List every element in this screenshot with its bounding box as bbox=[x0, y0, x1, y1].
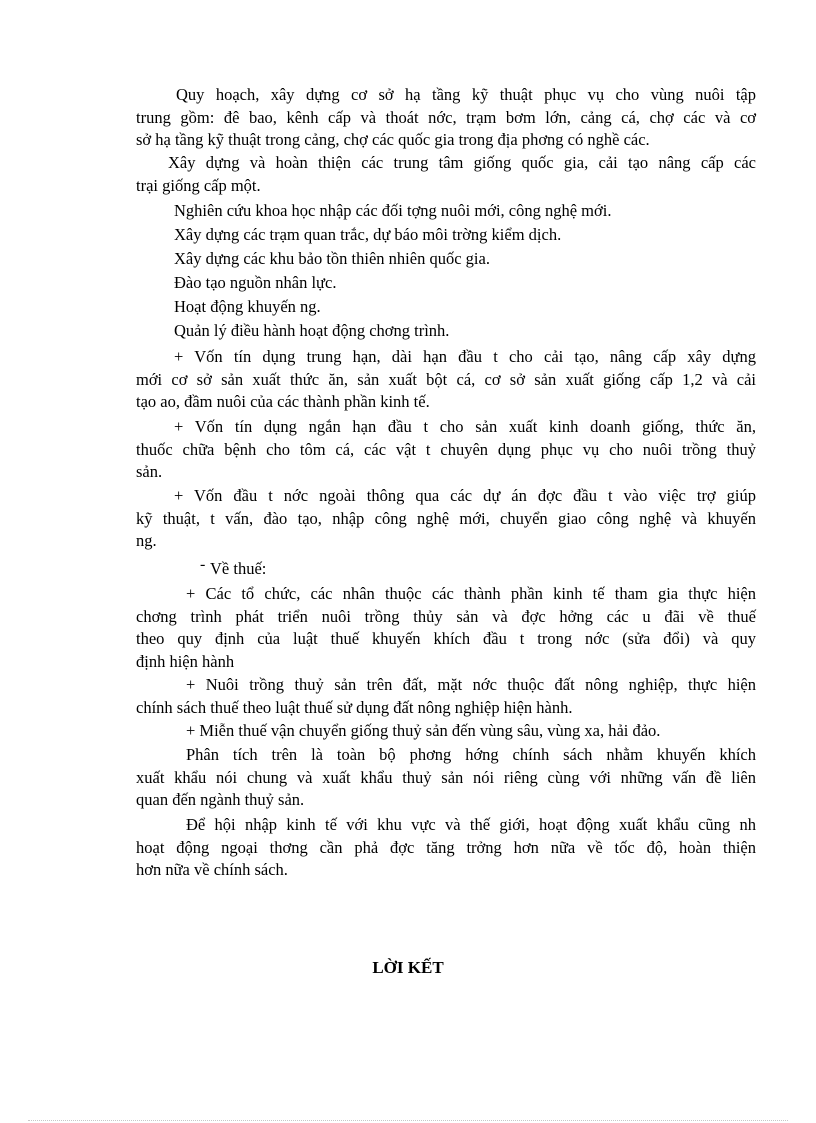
paragraph-extension bbox=[136, 296, 756, 319]
text-line: xuất khẩu nói chung và xuất khẩu thuỷ sản nói riêng cùng với những vấn đề liên bbox=[136, 767, 756, 787]
text-line: định hiện hành bbox=[136, 651, 235, 671]
text-line: tạo ao, đầm nuôi của các thành phần kinh tế. bbox=[136, 392, 430, 412]
text-line: Về thuế: bbox=[210, 559, 267, 578]
text-line: + Nuôi trồng thuỷ sản trên đất, mặt nớc thuộc đất nông nghiệp, thực hiện bbox=[186, 675, 756, 694]
text-line: ng. bbox=[136, 531, 157, 551]
paragraph-infrastructure bbox=[136, 84, 756, 152]
text-line: chơng trình phát triển nuôi trồng thủy sản và đợc hởng các u đãi về thuế bbox=[136, 606, 756, 626]
text-line: Đào tạo nguồn nhân lực. bbox=[174, 273, 337, 292]
text-line: Nghiên cứu khoa học nhập các đối tợng nuôi mới, công nghệ mới. bbox=[174, 201, 612, 220]
paragraph-monitoring bbox=[136, 224, 756, 247]
text-line: + Miễn thuế vận chuyển giống thuỷ sản đến vùng sâu, vùng xa, hải đảo. bbox=[186, 721, 661, 740]
text-line: Để hội nhập kinh tế với khu vực và thế giới, hoạt động xuất khẩu cũng nh bbox=[186, 815, 756, 834]
text-line: Xây dựng và hoàn thiện các trung tâm giống quốc gia, cải tạo nâng cấp các bbox=[168, 153, 756, 172]
paragraph-transport-tax bbox=[136, 720, 756, 743]
paragraph-research bbox=[136, 200, 756, 223]
bullet-dash: - bbox=[200, 556, 206, 573]
paragraph-foreign-investment bbox=[136, 485, 756, 553]
text-line: trung gồm: đê bao, kênh cấp và thoát nớc, trạm bơm lớn, cảng cá, chợ các và cơ bbox=[136, 107, 756, 127]
paragraph-medium-credit bbox=[136, 346, 756, 414]
text-line: Phân tích trên là toàn bộ phơng hớng chính sách nhằm khuyến khích bbox=[186, 745, 756, 764]
paragraph-land-tax bbox=[136, 674, 756, 719]
paragraph-seed-centers bbox=[136, 152, 756, 197]
text-line: quan đến ngành thuỷ sản. bbox=[136, 790, 305, 810]
text-line: + Vốn đầu t nớc ngoài thông qua các dự án đợc đầu t vào việc trợ giúp bbox=[174, 486, 756, 505]
text-line: kỹ thuật, t vấn, đào tạo, nhập công nghệ mới, chuyển giao công nghệ và khuyến bbox=[136, 508, 756, 528]
text-line: trại giống cấp một. bbox=[136, 175, 261, 195]
paragraph-analysis bbox=[136, 744, 756, 812]
text-line: hơn nữa về chính sách. bbox=[136, 860, 288, 880]
text-line: Hoạt động khuyến ng. bbox=[174, 297, 321, 316]
text-line: chính sách thuế theo luật thuế sử dụng đất nông nghiệp hiện hành. bbox=[136, 697, 573, 717]
text-line: Xây dựng các trạm quan trắc, dự báo môi trờng kiểm dịch. bbox=[174, 225, 562, 244]
text-line: thuốc chữa bệnh cho tôm cá, các vật t chuyên dụng phục vụ cho nuôi trồng thuỷ bbox=[136, 439, 756, 459]
text-line: + Các tổ chức, các nhân thuộc các thành phần kinh tế tham gia thực hiện bbox=[186, 584, 756, 603]
page-bottom-divider bbox=[28, 1120, 788, 1121]
paragraph-short-credit bbox=[136, 416, 756, 484]
text-line: theo quy định của luật thuế khuyến khích đầu t trong nớc (sửa đổi) và quy bbox=[136, 629, 756, 649]
text-line: + Vốn tín dụng trung hạn, dài hạn đầu t cho cải tạo, nâng cấp xây dựng bbox=[174, 347, 756, 366]
paragraph-conservation bbox=[136, 248, 756, 271]
paragraph-tax-heading bbox=[136, 558, 756, 581]
section-title: LỜI KẾT bbox=[372, 958, 444, 977]
text-line: sản. bbox=[136, 462, 163, 482]
paragraph-integration bbox=[136, 814, 756, 882]
text-line: Quản lý điều hành hoạt động chơng trình. bbox=[174, 321, 450, 340]
text-line: Xây dựng các khu bảo tồn thiên nhiên quốc gia. bbox=[174, 249, 490, 268]
paragraph-tax-incentives bbox=[136, 583, 756, 673]
text-line: sở hạ tầng kỹ thuật trong cảng, chợ các quốc gia trong địa phơng có nghề các. bbox=[136, 130, 650, 150]
text-line: Quy hoạch, xây dựng cơ sở hạ tầng kỹ thuật phục vụ cho vùng nuôi tập bbox=[176, 85, 756, 104]
paragraph-training bbox=[136, 272, 756, 295]
text-line: + Vốn tín dụng ngắn hạn đầu t cho sản xuất kinh doanh giống, thức ăn, bbox=[174, 417, 756, 436]
text-line: mới cơ sở sản xuất thức ăn, sản xuất bột cá, cơ sở sản xuất giống cấp 1,2 và cải bbox=[136, 369, 756, 389]
text-line: hoạt động ngoại thơng cần phả đợc tăng trởng hơn nữa về tốc độ, hoàn thiện bbox=[136, 837, 756, 857]
paragraph-management bbox=[136, 320, 756, 343]
